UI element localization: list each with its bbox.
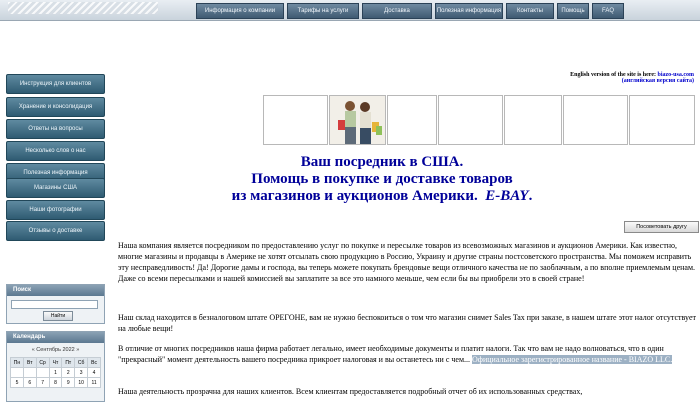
nav-contacts[interactable]: Контакты xyxy=(506,3,554,19)
calendar-dow: Чт xyxy=(49,358,62,368)
photo-frame xyxy=(504,95,562,145)
calendar-day[interactable]: 7 xyxy=(36,378,49,388)
calendar-panel xyxy=(6,331,105,402)
search-panel xyxy=(6,284,105,324)
calendar-dow: Сб xyxy=(75,358,88,368)
nav-delivery[interactable]: Доставка xyxy=(362,3,432,19)
headline-dot: . xyxy=(528,188,533,204)
sidebar-item-about[interactable]: Несколько слов о нас xyxy=(6,141,105,161)
sidebar-item-instructions[interactable]: Инструкция для клиентов xyxy=(6,74,105,94)
nav-useful[interactable]: Полезная информация xyxy=(435,3,503,19)
calendar-day[interactable] xyxy=(36,368,49,378)
intro-paragraph: Наша компания является посредником по предоставлению услуг по покупке и пересылке товаров из всевозможных магазинов и аукционов Америки. Как известно, многие магазины и продавцы в Америке не хотят отсылать свою продукцию в Россию, Украину и другие страны постсоветского пространства. Мы поможем исправить эту несправедливость! Да! Дорогие дамы и господа, вы теперь можете покупать брендовые вещи отличного качества не по заоблачным, а по вполне приемлемым ценам. Даже со всеми пересылками и нашей комиссией вы заплатите за все это намного меньше, чем если бы вы приобрели это в своей стране! xyxy=(118,241,696,283)
official-name-highlight: Официальное зарегистрированное название - BIAZO LLC. xyxy=(472,355,673,364)
photo-frame xyxy=(563,95,628,145)
recommend-friend-button[interactable]: Посоветовать другу xyxy=(624,221,699,233)
oregon-paragraph: Наш склад находится в безналоговом штате ОРЕГОНЕ, вам не нужно беспокоиться о том что магазин снимет Sales Tax при заказе, в нашем штате этот налог отсутствует на любые вещи! xyxy=(118,313,696,333)
calendar-day[interactable] xyxy=(11,368,24,378)
headline-line-2: Помощь в покупке и доставке товаров xyxy=(251,171,513,187)
photo-frame xyxy=(629,95,695,145)
transparency-paragraph: Наша деятельность прозрачна для наших клиентов. Всем клиентам предоставляется подробный отчет об их использованных средствах, xyxy=(118,387,583,396)
calendar-dow: Вт xyxy=(23,358,36,368)
calendar-day[interactable]: 9 xyxy=(62,378,75,388)
photo-frame xyxy=(438,95,503,145)
calendar-day[interactable]: 6 xyxy=(23,378,36,388)
calendar-grid xyxy=(10,357,101,388)
english-version-label: English version of the site is here: xyxy=(570,72,656,78)
nav-about[interactable]: Информация о компании xyxy=(196,3,284,19)
headline-ebay: E-BAY xyxy=(485,188,529,204)
calendar-day[interactable]: 4 xyxy=(88,368,101,378)
calendar-day[interactable]: 8 xyxy=(49,378,62,388)
search-button[interactable]: Найти xyxy=(43,311,73,321)
shopping-couple-image xyxy=(330,96,386,145)
calendar-day[interactable] xyxy=(23,368,36,378)
top-header xyxy=(0,0,700,21)
search-input[interactable] xyxy=(11,300,98,309)
nav-tariffs[interactable]: Тарифы на услуги xyxy=(287,3,359,19)
calendar-day[interactable]: 10 xyxy=(75,378,88,388)
calendar-dow: Пт xyxy=(62,358,75,368)
calendar-title: Календарь xyxy=(7,332,104,343)
english-version-note xyxy=(540,72,694,84)
sidebar-item-reviews[interactable]: Отзывы о доставке xyxy=(6,221,105,241)
english-version-link[interactable]: biazo-usa.com xyxy=(657,72,694,78)
photo-strip xyxy=(263,95,695,145)
sidebar-item-faq[interactable]: Ответы на вопросы xyxy=(6,119,105,139)
calendar-dow: Ср xyxy=(36,358,49,368)
calendar-day[interactable]: 3 xyxy=(75,368,88,378)
legal-paragraph xyxy=(118,343,696,365)
sidebar-item-photos[interactable]: Наши фотографии xyxy=(6,200,105,220)
calendar-day[interactable]: 1 xyxy=(49,368,62,378)
headline-line-3-text: из магазинов и аукционов Америки. xyxy=(231,188,478,204)
sidebar-item-storage[interactable]: Хранение и консолидация xyxy=(6,97,105,117)
legal-text: В отличие от многих посредников наша фирма работает легально, имеет необходимые документы и платит налоги. Так что вам не надо волноваться, что в один "прекрасный" момент деятельность вашего посредника прикроет налоговая и вы останетесь ни с чем... xyxy=(118,344,664,364)
site-logo xyxy=(8,2,158,14)
sidebar-item-useful[interactable]: Полезная информация xyxy=(6,163,105,183)
sidebar-item-stores[interactable]: Магазины США xyxy=(6,178,105,198)
headline-line-3 xyxy=(200,188,564,205)
calendar-day[interactable]: 11 xyxy=(88,378,101,388)
calendar-month[interactable]: « Сентябрь 2022 » xyxy=(31,347,80,353)
photo-frame xyxy=(263,95,328,145)
calendar-day[interactable]: 5 xyxy=(11,378,24,388)
calendar-dow: Вс xyxy=(88,358,101,368)
nav-help[interactable]: Помощь xyxy=(557,3,589,19)
english-version-sub: (английская версия сайта) xyxy=(621,78,694,84)
calendar-day[interactable]: 2 xyxy=(62,368,75,378)
photo-frame xyxy=(387,95,437,145)
shopping-couple-photo xyxy=(329,95,386,145)
calendar-dow: Пн xyxy=(11,358,24,368)
page-headline xyxy=(200,154,564,205)
nav-faq[interactable]: FAQ xyxy=(592,3,624,19)
headline-line-1: Ваш посредник в США. xyxy=(300,154,464,170)
search-title: Поиск xyxy=(7,285,104,296)
